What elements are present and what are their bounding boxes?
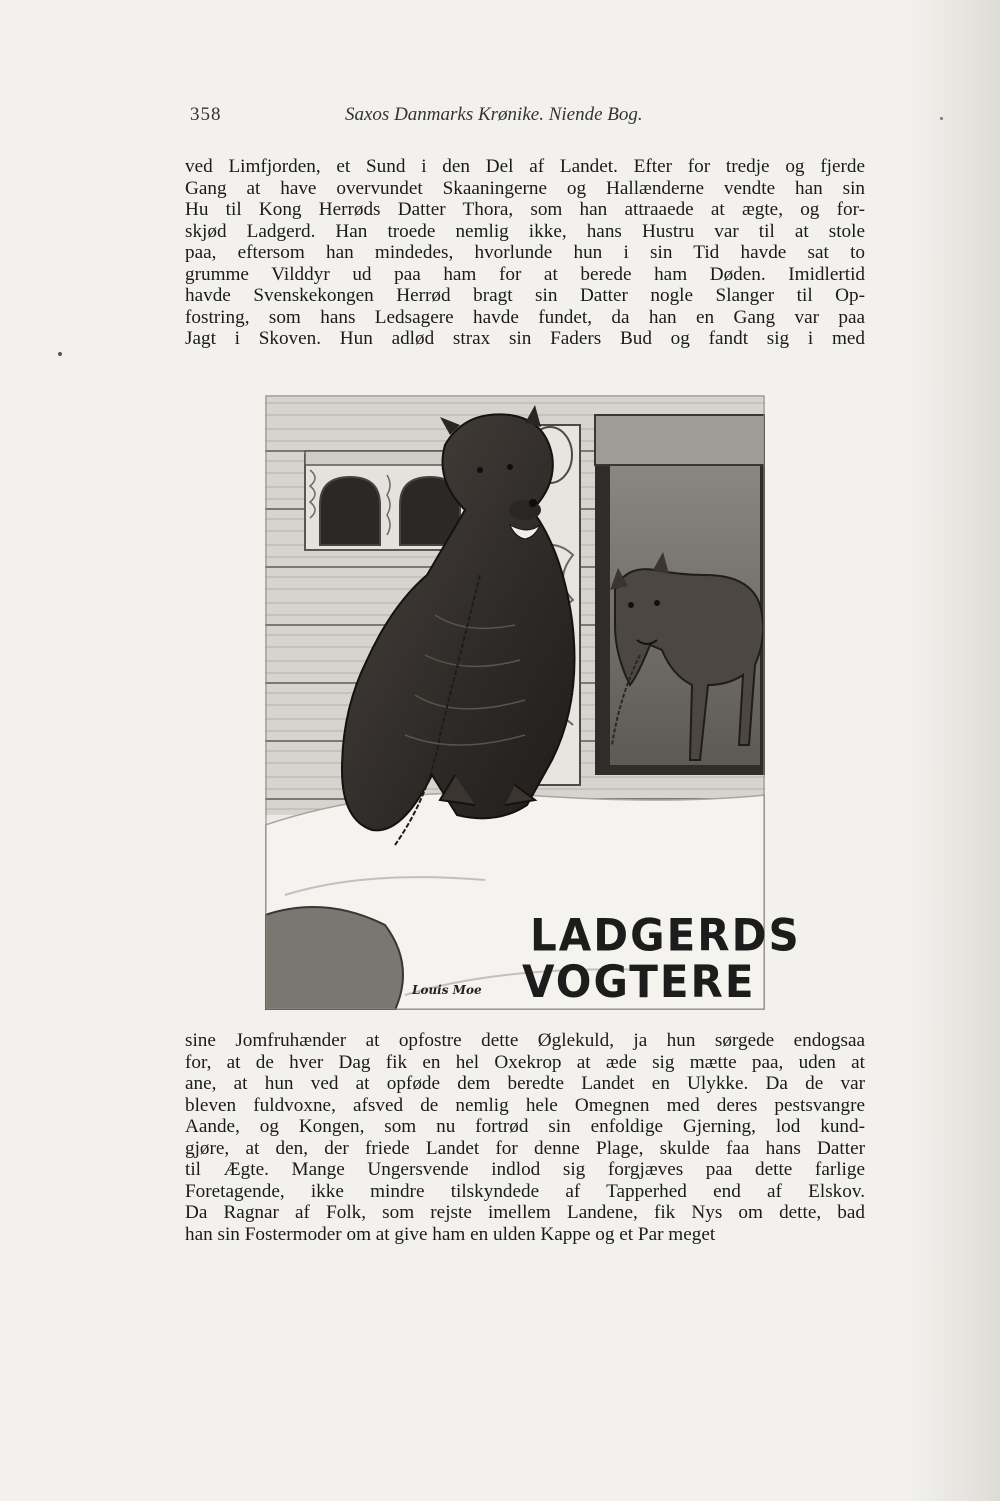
margin-speck	[58, 352, 62, 356]
margin-speck	[940, 117, 943, 120]
running-head	[190, 104, 850, 132]
illustration-title	[518, 909, 801, 1008]
page-number: 358	[190, 104, 222, 125]
text-line: fostring, som hans Ledsagere havde fundet, da han en Gang var paa	[185, 306, 865, 328]
text-line: havde Svenskekongen Herrød bragt sin Datter nogle Slanger til Op-	[185, 285, 865, 306]
text-line: Da Ragnar af Folk, som rejste imellem Landene, fik Nys om dette, bad	[185, 1202, 865, 1223]
text-line: Foretagende, ikke mindre tilskyndede af Tapperhed end af Elskov.	[185, 1180, 865, 1202]
title-line-1: LADGERDS	[530, 909, 801, 962]
text-line: ved Limfjorden, et Sund i den Del af Landet. Efter for tredje og fjerde	[185, 156, 865, 177]
text-line: skjød Ladgerd. Han troede nemlig ikke, hans Hustru var til at stole	[185, 220, 865, 242]
text-line: han sin Fostermoder om at give ham en ulden Kappe og et Par meget	[185, 1223, 716, 1245]
title-line-2: VOGTERE	[522, 955, 756, 1008]
body-text-bottom	[185, 1030, 865, 1245]
body-text-top	[185, 156, 865, 350]
text-line: for, at de hver Dag fik en hel Oxekrop at æde sig mætte paa, uden at	[185, 1051, 865, 1073]
running-title: Saxos Danmarks Krønike. Niende Bog.	[345, 104, 643, 125]
text-line: Jagt i Skoven. Hun adlød strax sin Faders Bud og fandt sig i med	[185, 328, 865, 349]
artist-signature: Louis Moe	[412, 983, 482, 997]
text-line: til Ægte. Mange Ungersvende indlod sig forgjæves paa dette farlige	[185, 1159, 865, 1180]
page-edge-shadow	[910, 0, 1000, 1501]
text-line: ane, at hun ved at opføde dem beredte Landet en Ulykke. Da de var	[185, 1073, 865, 1094]
text-line: grumme Vilddyr ud paa ham for at berede ham Døden. Imidlertid	[185, 263, 865, 285]
text-line: bleven fuldvoxne, afsved de nemlig hele Omegnen med deres pestsvangre	[185, 1094, 865, 1116]
text-line: gjøre, at den, der friede Landet for denne Plage, skulde faa hans Datter	[185, 1137, 865, 1159]
text-line: sine Jomfruhænder at opfostre dette Øglekuld, ja hun sørgede endogsaa	[185, 1030, 865, 1051]
text-line: Aande, og Kongen, som nu fortrød sin enfoldige Gjerning, lod kund-	[185, 1116, 865, 1137]
text-line: Gang at have overvundet Skaaningerne og Hallænderne vendte han sin	[185, 177, 865, 199]
text-line: Hu til Kong Herrøds Datter Thora, som han attraaede at ægte, og for-	[185, 199, 865, 220]
text-line: paa, eftersom han mindedes, hvorlunde hun i sin Tid havde sat to	[185, 242, 865, 263]
